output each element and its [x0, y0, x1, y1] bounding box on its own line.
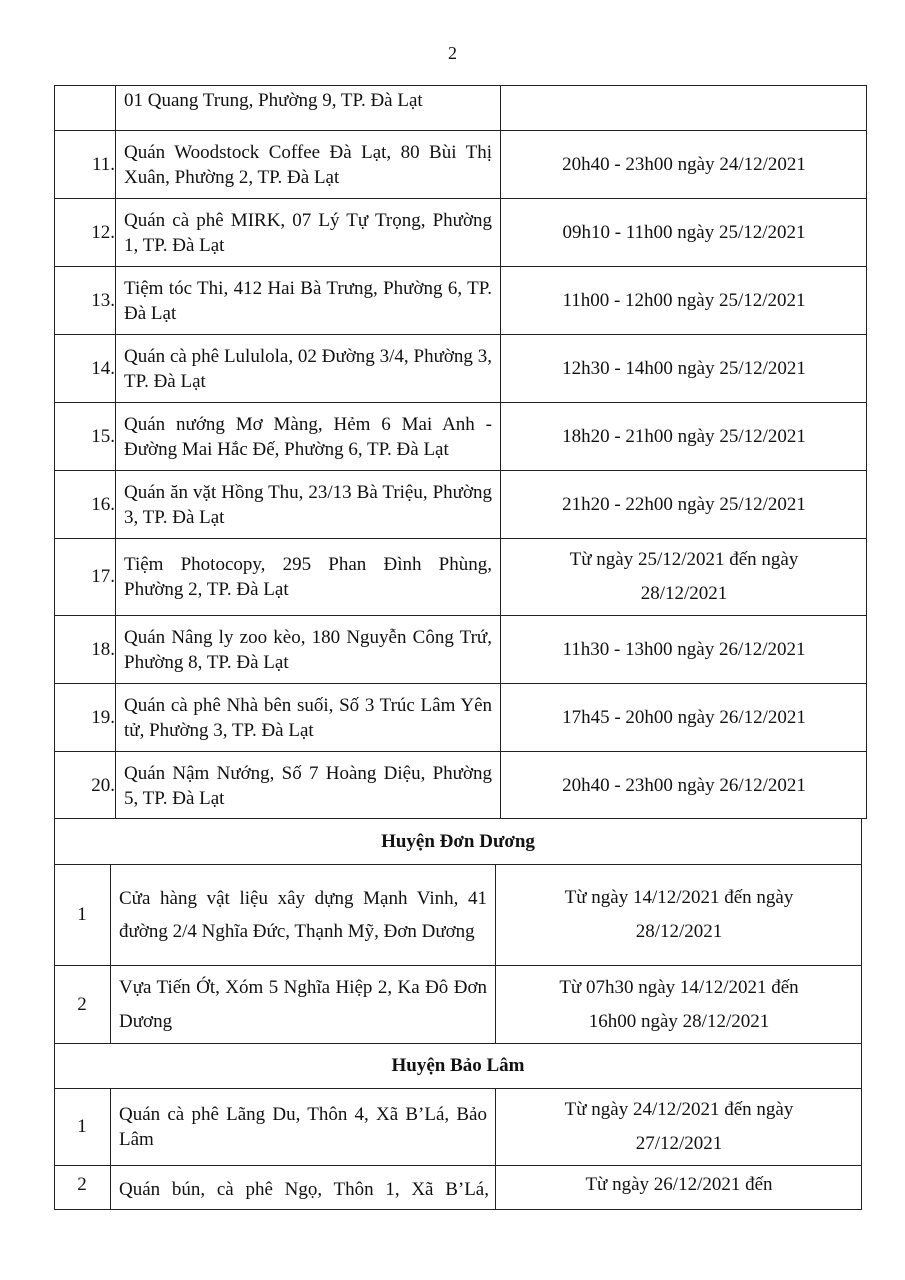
- row-time: 09h10 - 11h00 ngày 25/12/2021: [562, 221, 806, 243]
- row-number: 14.: [91, 357, 115, 379]
- row-number: 20.: [91, 774, 115, 796]
- row-location: [116, 86, 500, 114]
- row-location: [111, 865, 495, 965]
- row-location-text: Quán cà phê Nhà bên suối, Số 3 Trúc Lâm Yên tử, Phường 3, TP. Đà Lạt: [124, 694, 492, 741]
- row-location-text: Tiệm tóc Thi, 412 Hai Bà Trưng, Phường 6, TP. Đà Lạt: [124, 277, 492, 324]
- row-location-text: Vựa Tiến Ớt, Xóm 5 Nghĩa Hiệp 2, Ka Đô Đơn Dương: [119, 976, 487, 1032]
- row-time: Từ 07h30 ngày 14/12/2021 đến 16h00 ngày 28/12/2021: [559, 976, 799, 1032]
- row-time: 11h00 - 12h00 ngày 25/12/2021: [562, 289, 806, 311]
- row-time: Từ ngày 26/12/2021 đến: [585, 1174, 773, 1195]
- row-location-text: Tiệm Photocopy, 295 Phan Đình Phùng, Phường 2, TP. Đà Lạt: [124, 554, 492, 600]
- row-number: 18.: [91, 638, 115, 660]
- row-number: 17.: [91, 566, 115, 587]
- row-number: [54, 86, 115, 130]
- row-location: [116, 752, 500, 819]
- row-number: 13.: [91, 289, 115, 311]
- row-number: 19.: [91, 706, 115, 728]
- row-time: [501, 86, 867, 130]
- row-location: [116, 199, 500, 266]
- row-location-text: Cửa hàng vật liệu xây dựng Mạnh Vinh, 41 đường 2/4 Nghĩa Đức, Thạnh Mỹ, Đơn Dương: [119, 888, 487, 942]
- row-location: Quán bún, cà phê Ngọ, Thôn 1, Xã B’Lá,: [119, 1179, 489, 1200]
- district-heading: Huyện Bảo Lâm: [391, 1055, 525, 1076]
- row-location-text: Quán Nâng ly zoo kèo, 180 Nguyễn Công Trứ, Phường 8, TP. Đà Lạt: [124, 626, 492, 673]
- row-location-text: Quán Woodstock Coffee Đà Lạt, 80 Bùi Thị Xuân, Phường 2, TP. Đà Lạt: [124, 141, 492, 188]
- row-time: 12h30 - 14h00 ngày 25/12/2021: [562, 357, 806, 379]
- row-location: [116, 539, 500, 615]
- row-time: 11h30 - 13h00 ngày 26/12/2021: [562, 638, 806, 660]
- row-time: Từ ngày 14/12/2021 đến ngày 28/12/2021: [564, 887, 794, 942]
- row-location: [116, 684, 500, 751]
- row-location: [116, 131, 500, 198]
- row-number: 1: [77, 1116, 87, 1137]
- row-time: 17h45 - 20h00 ngày 26/12/2021: [562, 706, 806, 728]
- page-number: 2: [448, 43, 457, 63]
- row-time: 20h40 - 23h00 ngày 24/12/2021: [562, 153, 806, 175]
- row-location: [116, 616, 500, 683]
- row-location-text: Quán Nậm Nướng, Số 7 Hoàng Diệu, Phường 5, TP. Đà Lạt: [124, 762, 492, 809]
- row-location: [116, 267, 500, 334]
- row-location: [111, 966, 495, 1043]
- row-location-text: Quán cà phê Lãng Du, Thôn 4, Xã B’Lá, Bảo Lâm: [119, 1104, 487, 1150]
- row-number: 1: [77, 904, 87, 925]
- row-number: 15.: [91, 425, 115, 447]
- row-location-text: Quán cà phê MIRK, 07 Lý Tự Trọng, Phường 1, TP. Đà Lạt: [124, 209, 492, 256]
- row-divider: [54, 1165, 862, 1166]
- row-location-text: Quán nướng Mơ Màng, Hẻm 6 Mai Anh - Đường Mai Hắc Đế, Phường 6, TP. Đà Lạt: [124, 413, 492, 460]
- row-number: 2: [77, 993, 87, 1015]
- row-location: [116, 335, 500, 402]
- row-time: 18h20 - 21h00 ngày 25/12/2021: [562, 425, 806, 447]
- row-time: Từ ngày 25/12/2021 đến ngày 28/12/2021: [569, 549, 799, 604]
- row-location-text: 01 Quang Trung, Phường 9, TP. Đà Lạt: [124, 89, 423, 111]
- row-time: Từ ngày 24/12/2021 đến ngày 27/12/2021: [564, 1099, 794, 1154]
- row-number: 2: [77, 1174, 87, 1195]
- row-time: 20h40 - 23h00 ngày 26/12/2021: [562, 774, 806, 796]
- row-location: [111, 1089, 495, 1165]
- row-location-text: Quán ăn vặt Hồng Thu, 23/13 Bà Triệu, Phường 3, TP. Đà Lạt: [124, 481, 492, 528]
- row-number: 11.: [91, 153, 115, 175]
- row-number: 12.: [91, 221, 115, 243]
- row-number: 16.: [91, 493, 115, 515]
- row-location: [116, 471, 500, 538]
- row-location: [116, 403, 500, 470]
- row-location-text: Quán cà phê Lululola, 02 Đường 3/4, Phường 3, TP. Đà Lạt: [124, 345, 492, 392]
- row-time: 21h20 - 22h00 ngày 25/12/2021: [562, 493, 806, 515]
- district-heading: Huyện Đơn Dương: [381, 830, 535, 852]
